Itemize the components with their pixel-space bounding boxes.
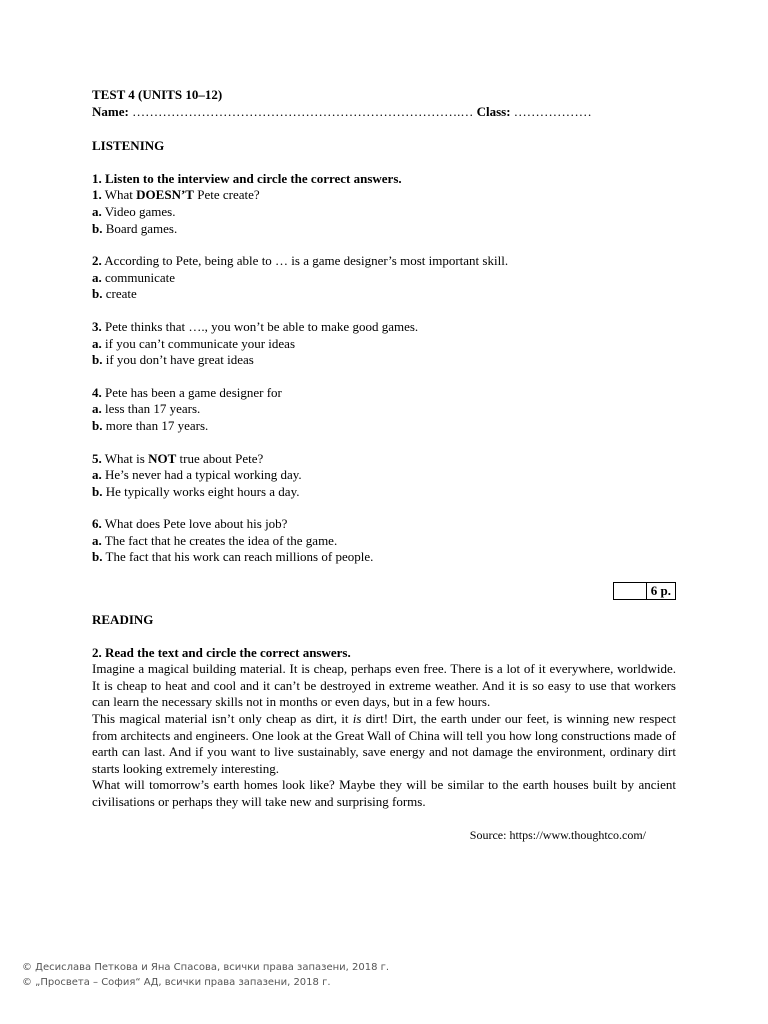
option-letter: a. <box>92 269 102 285</box>
option-text: He typically works eight hours a day. <box>105 483 300 499</box>
class-dots: ……………… <box>513 103 592 119</box>
question-number: 1. <box>92 187 102 203</box>
question-number: 3. <box>92 318 102 334</box>
question-stem <box>92 253 676 270</box>
question-text: According to Pete, being able to … is a game designer’s most important skill. <box>104 253 509 269</box>
option-text: The fact that he creates the idea of the game. <box>104 532 338 548</box>
option-text: communicate <box>105 269 176 285</box>
passage-paragraph-2-start: This magical material isn’t only cheap as dirt, it <box>92 711 353 727</box>
question-stem <box>92 451 676 468</box>
answer-option[interactable] <box>92 221 676 238</box>
question-number: 2. <box>92 253 102 269</box>
question-text-end: true about Pete? <box>176 450 264 466</box>
copyright-footer <box>22 960 389 990</box>
question-number: 5. <box>92 450 102 466</box>
reading-title: READING <box>92 612 154 628</box>
option-letter: b. <box>92 220 103 236</box>
score-box <box>613 582 676 600</box>
test-header <box>92 87 676 120</box>
option-text: create <box>105 286 137 302</box>
copyright-line-1: © Десислава Петкова и Яна Спасова, всички права запазени, 2018 г. <box>22 962 390 973</box>
question-number: 6. <box>92 516 102 532</box>
answer-option[interactable] <box>92 270 676 287</box>
question-5 <box>92 451 676 501</box>
question-text-end: Pete create? <box>193 187 260 203</box>
answer-option[interactable] <box>92 401 676 418</box>
option-text: more than 17 years. <box>105 417 209 433</box>
option-text: less than 17 years. <box>105 401 201 417</box>
name-class-line <box>92 104 676 121</box>
score-blank-cell[interactable] <box>613 583 646 600</box>
question-text: Pete thinks that …., you won’t be able to make good games. <box>105 318 419 334</box>
option-letter: a. <box>92 335 102 351</box>
score-row <box>92 582 676 600</box>
option-text: Video games. <box>104 203 176 219</box>
test-page <box>92 87 676 843</box>
option-text: if you can’t communicate your ideas <box>105 335 296 351</box>
passage-emphasis: is <box>352 711 362 727</box>
listening-questions <box>92 187 676 566</box>
answer-option[interactable] <box>92 336 676 353</box>
option-text: The fact that his work can reach millions of people. <box>105 549 374 565</box>
test-title: TEST 4 (UNITS 10–12) <box>92 87 223 102</box>
passage-paragraph-2 <box>92 711 676 777</box>
question-3 <box>92 319 676 369</box>
passage-paragraph-3: What will tomorrow’s earth homes look like? Maybe they will be similar to the earth houses built by ancient civilisations or perhaps they will take new and surprising forms. <box>92 777 676 809</box>
option-letter: a. <box>92 532 102 548</box>
score-points: 6 p. <box>646 583 675 600</box>
answer-option[interactable] <box>92 352 676 369</box>
option-letter: b. <box>92 286 103 302</box>
class-label: Class: <box>476 103 511 119</box>
option-letter: b. <box>92 549 103 565</box>
option-text: Board games. <box>105 220 178 236</box>
question-4 <box>92 385 676 435</box>
question-stem <box>92 385 676 402</box>
question-number: 4. <box>92 384 102 400</box>
option-letter: b. <box>92 483 103 499</box>
question-stem <box>92 319 676 336</box>
answer-option[interactable] <box>92 418 676 435</box>
listening-instruction: 1. Listen to the interview and circle the correct answers. <box>92 170 402 186</box>
passage-paragraph-1: Imagine a magical building material. It is cheap, perhaps even free. There is a lot of it everywhere, worldwide. It is cheap to heat and cool and it can’t be destroyed in extreme weather. And it is so easy to use that workers can learn the necessary skills not in months or even days, but in a few hours. <box>92 661 676 710</box>
question-1 <box>92 187 676 237</box>
listening-title: LISTENING <box>92 138 165 154</box>
answer-option[interactable] <box>92 533 676 550</box>
option-text: if you don’t have great ideas <box>105 352 254 368</box>
name-label: Name: <box>92 103 129 119</box>
answer-option[interactable] <box>92 204 676 221</box>
reading-passage <box>92 661 676 810</box>
question-emphasis: DOESN’T <box>136 187 194 203</box>
reading-instruction: 2. Read the text and circle the correct answers. <box>92 644 351 660</box>
answer-option[interactable] <box>92 467 676 484</box>
question-stem <box>92 187 676 204</box>
option-letter: a. <box>92 203 102 219</box>
source-citation: Source: https://www.thoughtco.com/ <box>469 827 646 842</box>
answer-option[interactable] <box>92 484 676 501</box>
option-letter: a. <box>92 401 102 417</box>
question-2 <box>92 253 676 303</box>
passage-paragraph-2-end: dirt! Dirt, the earth under our feet, is winning new respect from architects and engineers. One look at the Great Wall of China will tell you how long constructions made of earth can last. And if you want to live sustainably, save energy and not damage the environment, ordinary dirt starts looking extremely interesting. <box>92 711 676 776</box>
question-text: Pete has been a game designer for <box>105 384 282 400</box>
answer-option[interactable] <box>92 286 676 303</box>
name-dots: ………………………………………………………………….… <box>132 103 474 119</box>
answer-option[interactable] <box>92 549 676 566</box>
option-text: He’s never had a typical working day. <box>105 467 302 483</box>
option-letter: a. <box>92 467 102 483</box>
question-text: What does Pete love about his job? <box>104 516 288 532</box>
option-letter: b. <box>92 352 103 368</box>
question-stem <box>92 516 676 533</box>
option-letter: b. <box>92 417 103 433</box>
copyright-line-2: © „Просвета – София“ АД, всички права запазени, 2018 г. <box>22 977 331 988</box>
question-emphasis: NOT <box>148 450 177 466</box>
question-text: What <box>104 187 137 203</box>
question-6 <box>92 516 676 566</box>
question-text: What is <box>104 450 149 466</box>
